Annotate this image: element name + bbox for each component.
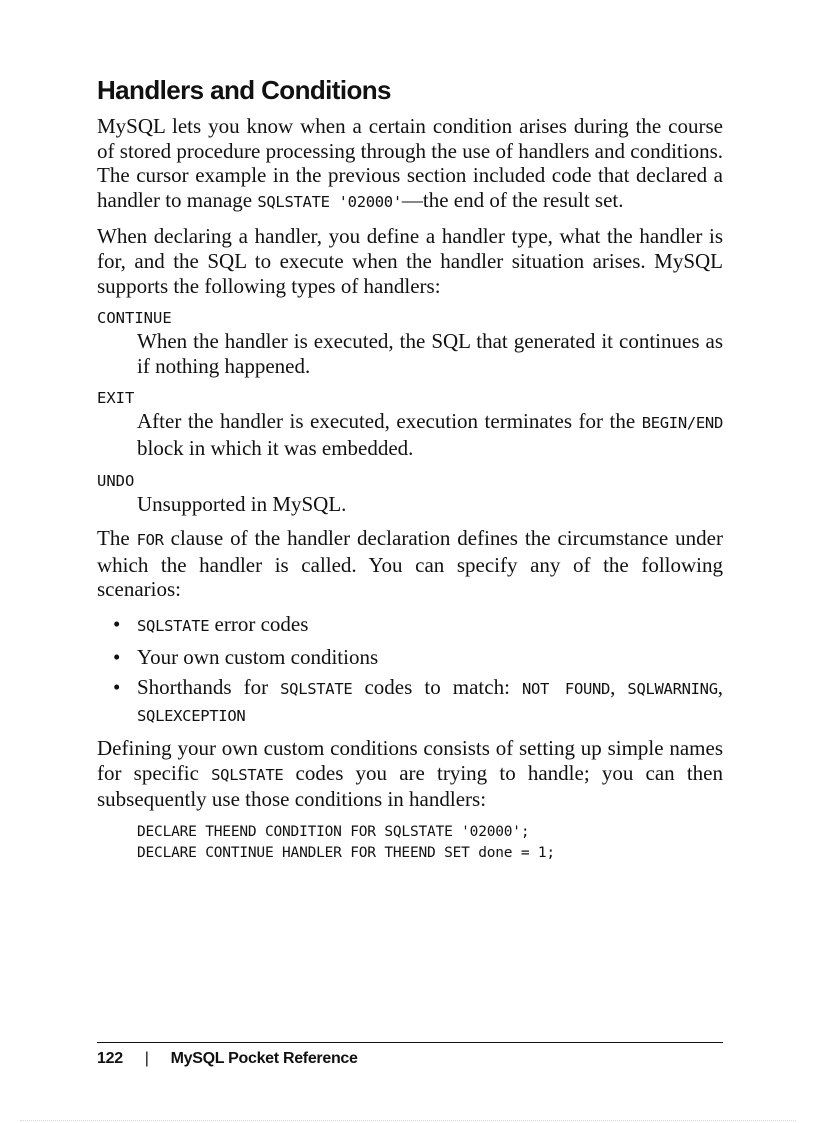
handler-types-paragraph: When declaring a handler, you define a handler type, what the handler is for, and the SQL to execute when the handler situation arises. MySQL supports the following types of handlers: xyxy=(97,224,723,298)
shorthand-sep-1: , xyxy=(610,675,628,700)
code-example: DECLARE THEEND CONDITION FOR SQLSTATE '02000'; DECLARE CONTINUE HANDLER FOR THEEND SET done = 1; xyxy=(137,824,555,862)
handler-desc-continue: When the handler is executed, the SQL that generated it continues as if nothing happened. xyxy=(137,329,723,378)
footer-rule xyxy=(97,1042,723,1043)
for-clause-code: FOR xyxy=(136,531,164,550)
shorthand-text-before: Shorthands for xyxy=(137,675,281,700)
footer-separator: | xyxy=(144,1050,149,1067)
exit-desc-code: BEGIN/END xyxy=(641,414,723,433)
scenario-item-custom xyxy=(97,645,723,670)
scenario-item-shorthands xyxy=(97,675,723,728)
page-edge-divider xyxy=(20,1120,796,1121)
bullet-icon: • xyxy=(113,644,121,669)
scenario-text-custom: Your own custom conditions xyxy=(137,644,379,669)
shorthand-code-sqlwarning: SQLWARNING xyxy=(627,680,718,699)
shorthand-code-not-found: NOT FOUND xyxy=(521,680,611,699)
shorthand-code-sqlstate: SQLSTATE xyxy=(280,680,353,699)
bullet-icon: • xyxy=(113,611,121,636)
handler-desc-undo: Unsupported in MySQL. xyxy=(137,491,347,516)
shorthand-code-sqlexception: SQLEXCEPTION xyxy=(137,706,246,725)
shorthand-text-middle: codes to match: xyxy=(352,675,522,700)
custom-conditions-paragraph xyxy=(97,736,723,812)
intro-text-end: —the end of the result set. xyxy=(401,187,624,212)
handler-term-continue: CONTINUE xyxy=(97,309,172,328)
page-content xyxy=(97,72,723,864)
bullet-icon: • xyxy=(113,675,121,700)
for-clause-paragraph xyxy=(97,526,723,602)
handler-term-exit: EXIT xyxy=(97,389,135,408)
book-title: MySQL Pocket Reference xyxy=(170,1050,358,1067)
exit-desc-after: block in which it was embedded. xyxy=(137,435,414,460)
for-clause-after: clause of the handler declaration defines the circumstance under which the handler is called. You can specify any of the following scenarios: xyxy=(97,526,723,602)
custom-conditions-before: Defining your own custom conditions consists of setting up simple names for specific xyxy=(97,736,723,785)
scenario-code-sqlstate: SQLSTATE xyxy=(137,616,210,635)
shorthand-sep-2: , xyxy=(717,675,723,700)
scenario-item-sqlstate xyxy=(97,612,723,639)
handler-term-undo: UNDO xyxy=(97,471,135,490)
custom-conditions-code: SQLSTATE xyxy=(211,765,284,784)
scenario-list xyxy=(97,612,723,728)
custom-conditions-after: codes you are trying to handle; you can then subsequently use those conditions in handlers: xyxy=(97,760,723,812)
scenario-text-sqlstate: error codes xyxy=(209,611,309,636)
handler-desc-exit xyxy=(137,409,723,460)
intro-text: MySQL lets you know when a certain condition arises during the course of stored procedure processing through the use of handlers and conditions. The cursor example in the previous section included code that declared a handler to manage xyxy=(97,114,723,212)
exit-desc-before: After the handler is executed, execution terminates for the xyxy=(137,409,642,434)
section-heading: Handlers and Conditions xyxy=(97,75,391,105)
for-clause-before: The xyxy=(97,526,137,551)
page-footer xyxy=(97,1048,358,1070)
intro-code-sqlstate: SQLSTATE '02000' xyxy=(257,192,402,211)
page-number: 122 xyxy=(97,1050,123,1067)
intro-paragraph xyxy=(97,114,723,214)
handler-type-list xyxy=(97,308,723,516)
